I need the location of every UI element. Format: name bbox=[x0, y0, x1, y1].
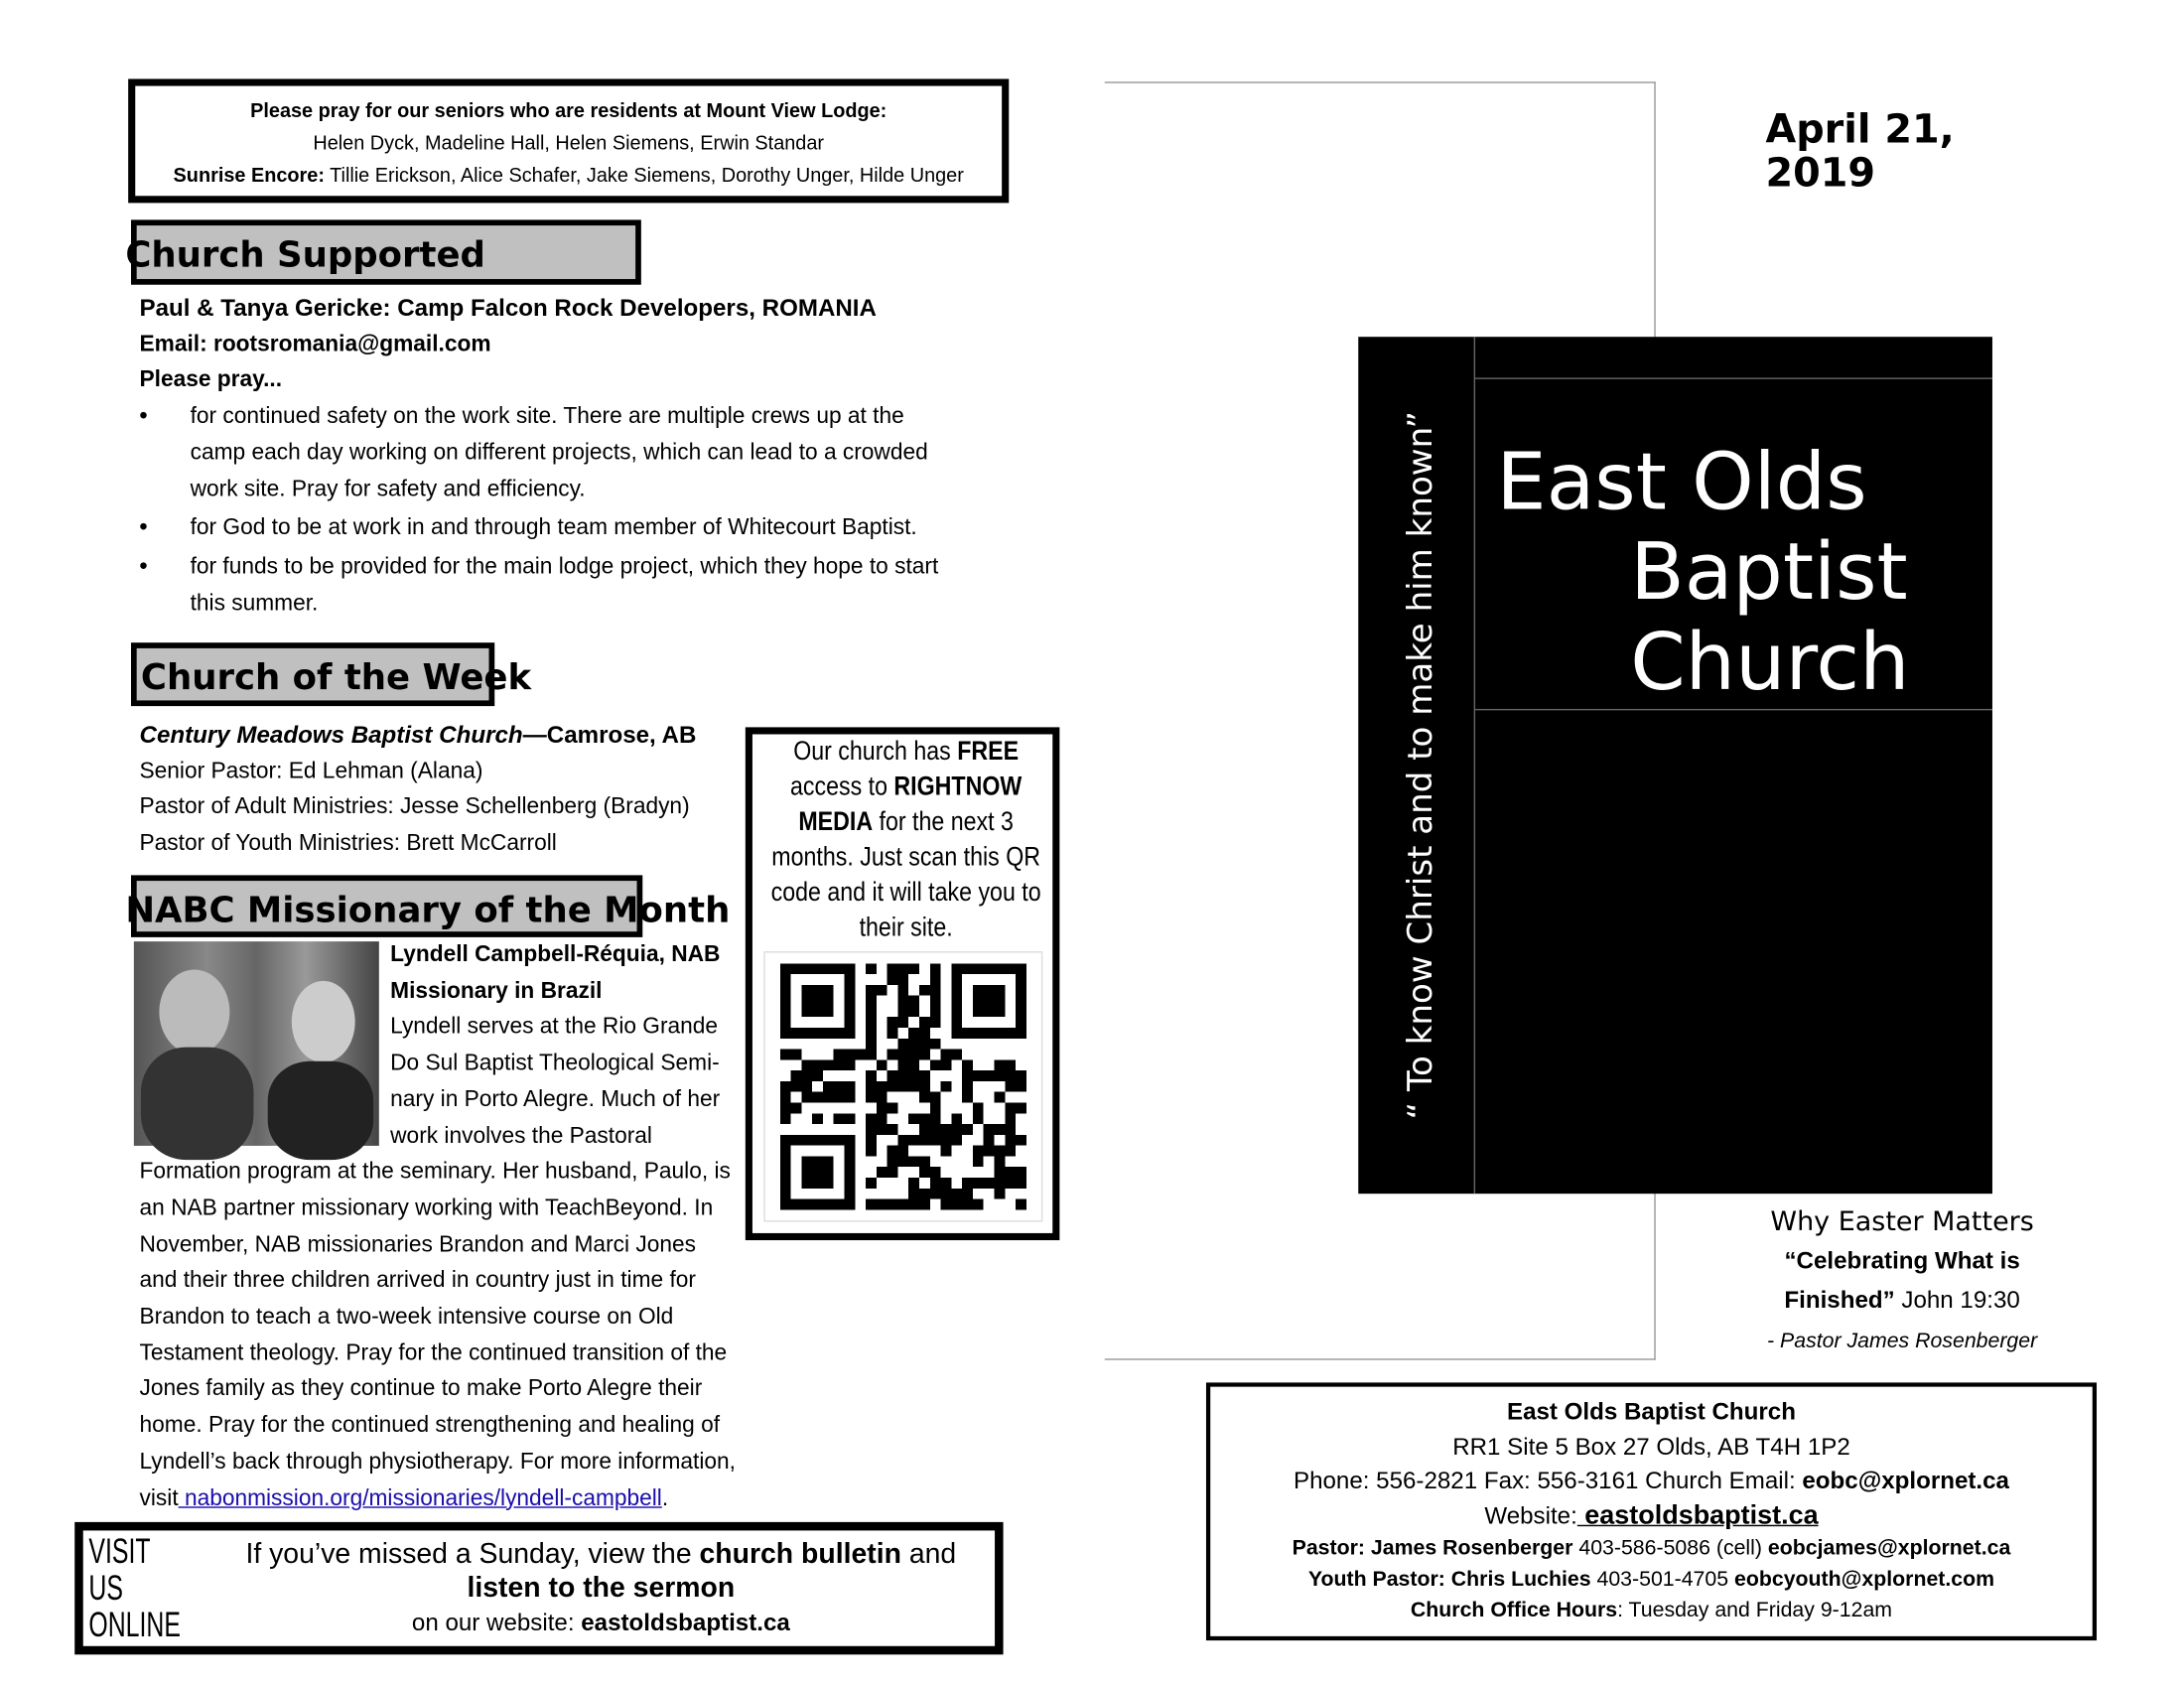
sermon-title: “Celebrating What is Finished” bbox=[1784, 1247, 2020, 1314]
sunrise-names: Tillie Erickson, Alice Schafer, Jake Siemens, Dorothy Unger, Hilde Unger bbox=[324, 163, 964, 187]
supported-name: Paul & Tanya Gericke: Camp Falcon Rock Developers, ROMANIA bbox=[139, 294, 877, 322]
week-line: Pastor of Youth Ministries: Brett McCarroll bbox=[139, 831, 557, 856]
qr-code[interactable] bbox=[763, 951, 1042, 1222]
church-week-heading bbox=[131, 642, 532, 706]
church-supported-section bbox=[140, 290, 986, 622]
speaker: - Pastor James Rosenberger bbox=[1767, 1329, 2038, 1353]
supported-email: Email: rootsromania@gmail.com bbox=[139, 332, 491, 356]
bulletin-date: April 21, 2019 bbox=[1765, 105, 1955, 197]
church-week-section bbox=[140, 717, 739, 862]
missionary-name: Lyndell Campbell-Réquia, NAB Missionary in Brazil bbox=[390, 942, 721, 1004]
motto: “ To know Christ and to make him known” bbox=[1400, 410, 1440, 1120]
heading-text: Church of the Week bbox=[140, 656, 532, 698]
prayer-bullet: • for God to be at work in and through team member of Whitecourt Baptist. bbox=[140, 510, 986, 546]
contact-email: eobc@xplornet.ca bbox=[1802, 1467, 2009, 1494]
qr-text: Our church has FREE access to RIGHTNOW MEDIA for the next 3 months. Just scan this QR code and it will take you to their site. bbox=[770, 737, 1041, 943]
missionary-heading bbox=[125, 875, 731, 936]
title-line: Baptist bbox=[1630, 526, 1908, 620]
sermon-info bbox=[1740, 1202, 2064, 1361]
prayer-bullet: • for funds to be provided for the main lodge project, which they hope to start this summer. bbox=[140, 549, 980, 622]
contact-phone: Phone: 556-2821 Fax: 556-3161 Church Email: bbox=[1293, 1467, 1803, 1494]
website-link[interactable]: eastoldsbaptist.ca bbox=[1576, 1499, 1819, 1530]
week-line: Pastor of Adult Ministries: Jesse Schellenberg (Bradyn) bbox=[139, 795, 690, 820]
seniors-names: Helen Dyck, Madeline Hall, Helen Siemens, Erwin Standar bbox=[313, 130, 825, 154]
contact-name: East Olds Baptist Church bbox=[1506, 1397, 1796, 1425]
week-location: —Camrose, AB bbox=[522, 721, 697, 749]
seniors-title: Please pray for our seniors who are residents at Mount View Lodge: bbox=[250, 98, 887, 122]
period: . bbox=[661, 1485, 669, 1510]
visit-text: If you’ve missed a Sunday, view the church bulletin and listen to the sermon on our website: eastoldsbaptist.ca bbox=[245, 1538, 957, 1636]
sunrise-label: Sunrise Encore: bbox=[173, 163, 325, 187]
week-church: Century Meadows Baptist Church bbox=[139, 721, 523, 749]
contact-address: RR1 Site 5 Box 27 Olds, AB T4H 1P2 bbox=[1452, 1432, 1850, 1460]
missionary-link[interactable]: nabonmission.org/missionaries/lyndell-campbell bbox=[178, 1485, 662, 1510]
website-label: Website: bbox=[1484, 1501, 1577, 1529]
divider bbox=[1474, 337, 1475, 1194]
divider bbox=[1475, 377, 1992, 378]
missionary-body: Lyndell serves at the Rio Grande Do Sul Baptist Theological Semi-nary in Porto Alegre. Much of her work involves the Pastoral Formation program at the seminary. Her husband, Paulo, is an NAB partner missionary working with TeachBeyond. In November, NAB missionaries Brandon and Marci Jones and their three children arrived in country just in time for Brandon to teach a two-week intensive course on Old Testament theology. Pray for the continued transition of the Jones family as they continue to make Porto Alegre their home. Pray for the continued strengthening and healing of Lyndell’s back through physiotherapy. For more information, visit bbox=[139, 1015, 736, 1510]
church-supported-heading bbox=[125, 219, 641, 284]
contact-box: East Olds Baptist Church RR1 Site 5 Box 27 Olds, AB T4H 1P2 Phone: 556-2821 Fax: 556-3161 Church Email: eobc@xplornet.ca Website: eastoldsbaptist.ca Pastor: James Rosenberger 403-586-5086 (cell) eobcjames@xplornet.ca Youth Pastor: Chris Luchies 403-501-4705 eobcyouth@xplornet.com Church Office Hours: Tuesday and Friday 9-12am bbox=[1206, 1382, 2097, 1640]
sermon-series: Why Easter Matters bbox=[1770, 1205, 2034, 1238]
heading-text: NABC Missionary of the Month bbox=[125, 889, 731, 930]
sermon-ref: John 19:30 bbox=[1894, 1286, 2020, 1314]
supported-pray: Please pray... bbox=[139, 368, 283, 393]
visit-us-online-logo: VISIT US ONLINE bbox=[88, 1532, 181, 1645]
title-line: East Olds bbox=[1496, 436, 1867, 529]
week-line: Senior Pastor: Ed Lehman (Alana) bbox=[139, 759, 483, 783]
seniors-box bbox=[128, 78, 1009, 203]
visit-online-box bbox=[74, 1522, 1003, 1654]
church-title bbox=[1496, 438, 1909, 709]
heading-text: Church Supported bbox=[125, 233, 485, 275]
missionary-text bbox=[140, 937, 738, 1517]
divider bbox=[1475, 709, 1992, 710]
qr-box bbox=[746, 727, 1060, 1240]
prayer-bullet: • for continued safety on the work site. There are multiple crews up at the camp each day working on different projects, which can lead to a crowded work site. Pray for safety and efficiency. bbox=[140, 399, 952, 507]
title-line: Church bbox=[1630, 617, 1910, 709]
cover-black-box bbox=[1358, 337, 1992, 1194]
